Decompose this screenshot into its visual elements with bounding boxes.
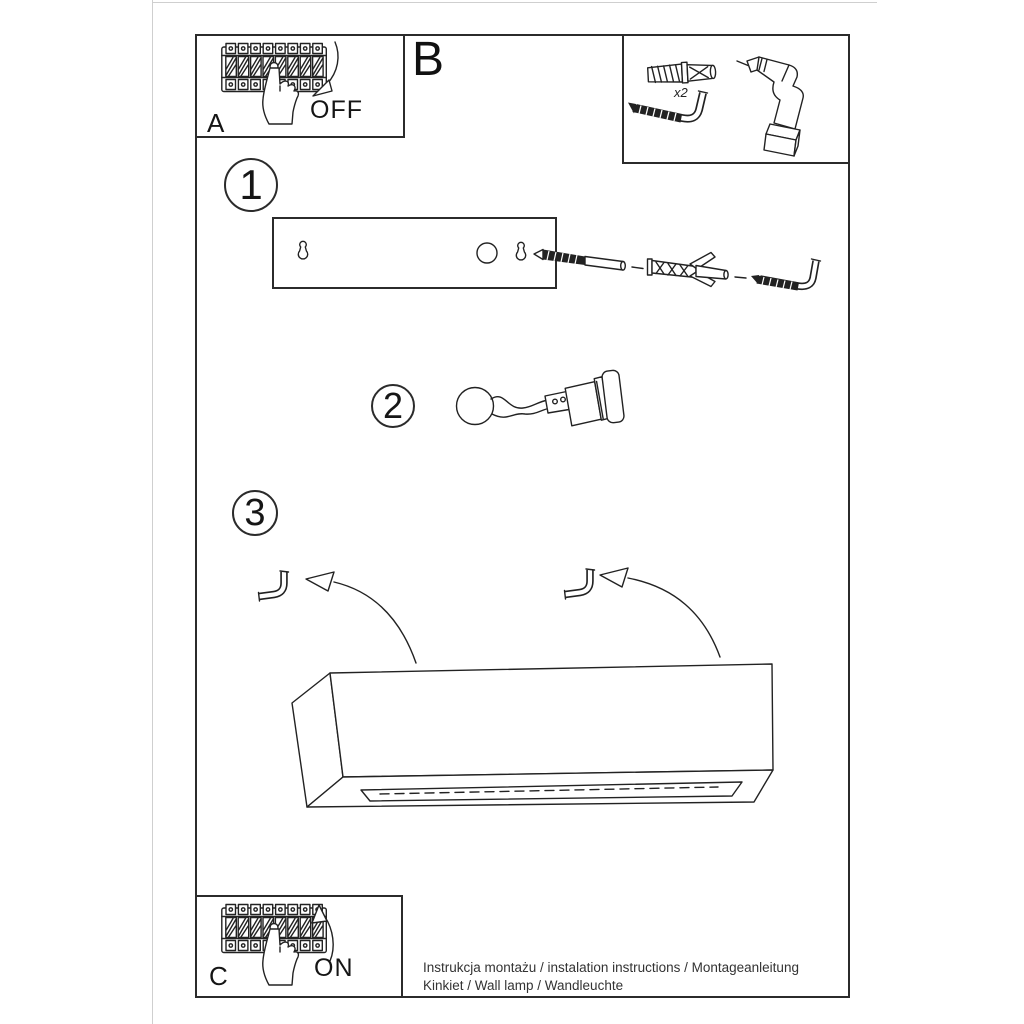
page-edge-top [152,2,877,3]
wall-lamp-body [292,664,773,807]
step-1-badge [224,158,278,212]
footer-title-line-1: Instrukcja montażu / instalation instructions / Montageanleitung [423,960,799,975]
step-2-number: 2 [382,385,404,426]
keyhole-slot-icon [516,242,525,260]
screw-icon [534,250,625,271]
wire-loop-icon [457,388,494,425]
wire [492,408,550,417]
dash [632,267,643,269]
hook-screw-icon [628,91,708,123]
lamp-socket-icon [545,370,625,428]
box-c-label: C [209,961,228,991]
off-label: OFF [310,96,363,124]
power-on-box [195,895,403,998]
lamp-mounting-illustration [230,555,800,825]
anchor-quantity-label: x2 [674,85,688,100]
expansion-anchor-icon [648,253,729,287]
sheet-border [195,34,850,998]
step-1-number: 1 [239,161,263,208]
power-off-box [195,34,405,138]
socket-and-wire-assembly [445,366,645,440]
step-3-badge [232,490,278,536]
tools-box [622,34,850,164]
mounting-plate [272,217,557,289]
wall-hook-icon [565,569,595,599]
screw-anchor-hook-assembly [530,233,830,308]
wire [491,397,548,408]
wall-hook-icon [259,571,289,601]
mounting-plate-holes [274,219,555,287]
on-label: ON [314,954,354,982]
breaker-off-illustration [197,36,403,136]
tools-illustration [624,36,848,162]
drill-icon [737,57,803,156]
step-2-badge [371,384,415,428]
footer-title-line-2: Kinkiet / Wall lamp / Wandleuchte [423,978,624,993]
dash [735,277,746,278]
hook-screw-icon [751,259,821,291]
keyhole-slot-icon [298,241,307,259]
box-a-label: A [207,108,225,138]
mount-arrow-icon [600,568,720,657]
wall-anchor-icon [647,61,716,85]
cable-hole [477,243,497,263]
step-3-number: 3 [244,491,266,534]
mount-arrow-icon [306,572,416,663]
section-label-b: B [412,33,445,86]
arrow-curve [327,42,338,84]
page-edge-left [152,0,153,1024]
